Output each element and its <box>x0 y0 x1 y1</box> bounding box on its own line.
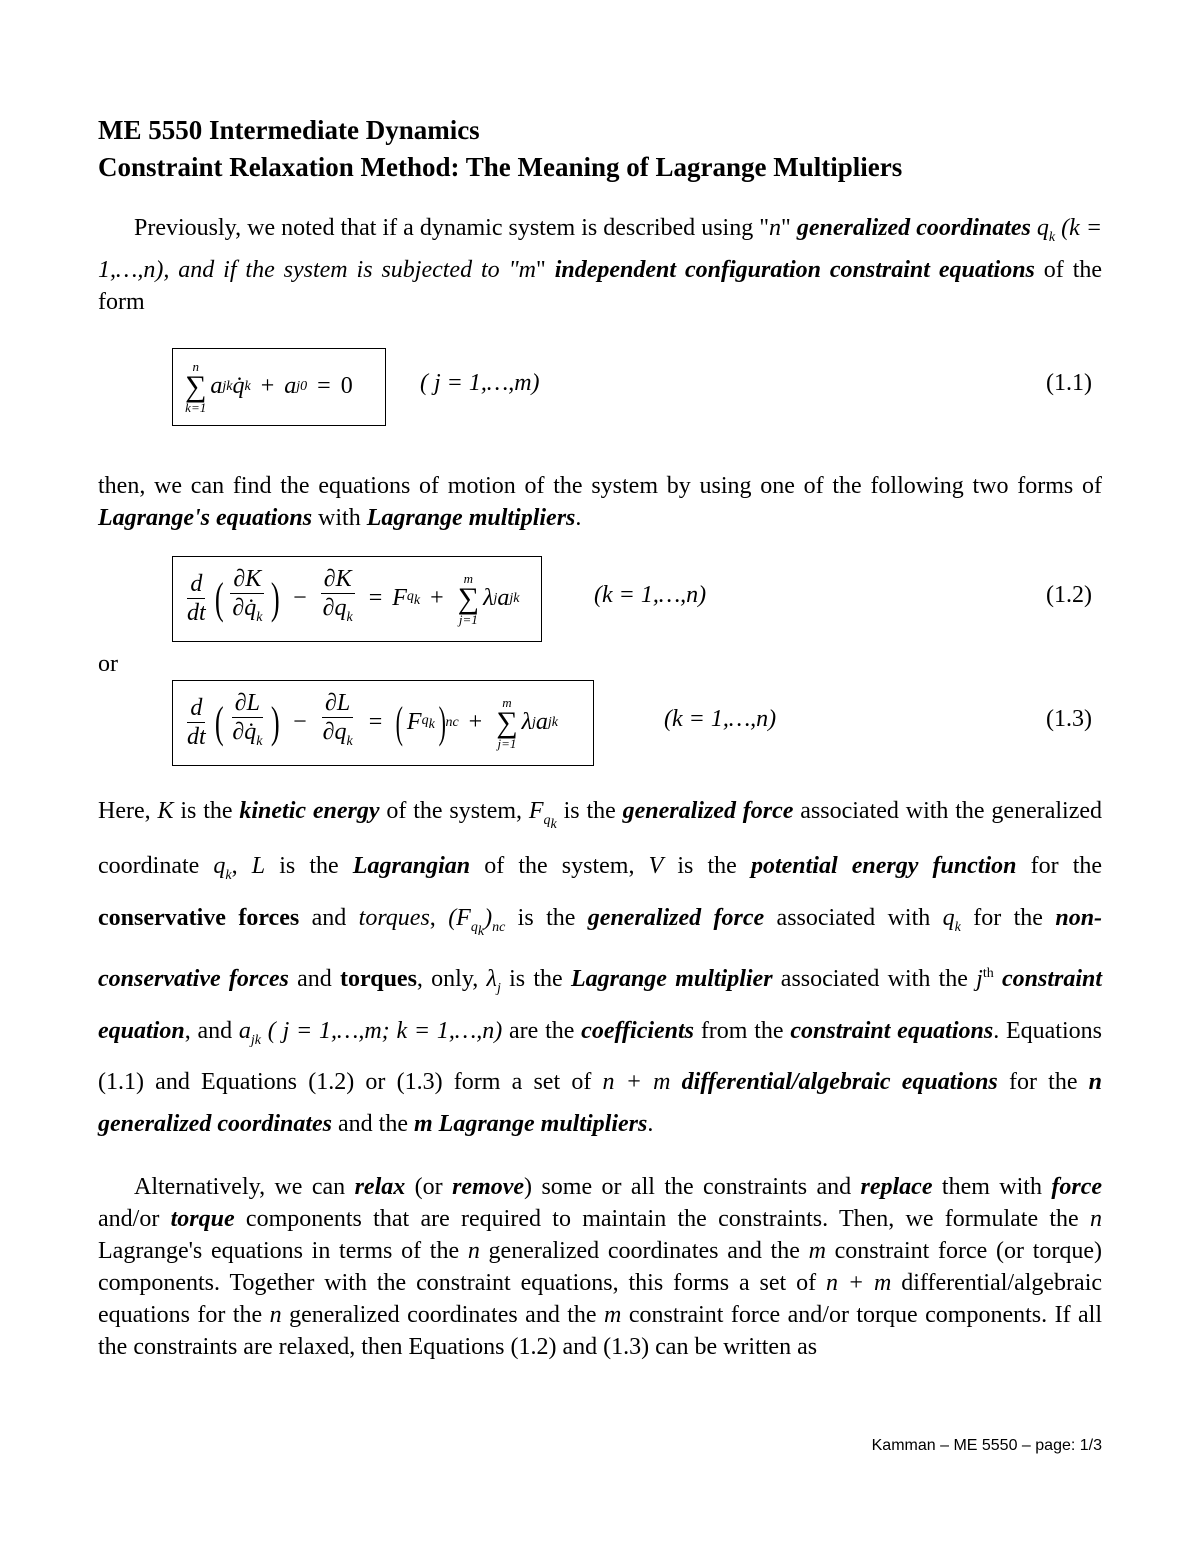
paragraph-definitions: Here, K is the kinetic energy of the system, $F_{q_k}$ is the generalized force associated with the generalized coordinate $q_k$, L is the Lagrangian of the system, V is the potential energy function for the conservative forces and torques, $(F_{q_k})_{nc}$ is the generalized force associated with $q_k$ for the non-conservative forces and torques, only, $\lambda_j$ is the Lagrange multiplier associated with the $j^{th}$ constraint equation, and $a_{jk}$ ( j = 1,…,m; k = 1,…,n) are the coefficients from the constraint equations. Equations (1.1) and Equations (1.2) or (1.3) form a set of n + m differential/algebraic equations for the n generalized coordinates and the m Lagrange multipliers. <box>98 797 1103 1138</box>
paragraph-intro: Previously, we noted that if a dynamic system is described using "n" generalized coordinates $q_k$ (k = 1,…,n), and if the system is subjected to "m" independent configuration constraint equations of the form <box>98 215 1103 315</box>
paragraph-relaxation: Alternatively, we can relax (or remove) some or all the constraints and replace them with force and/or torque components that are required to maintain the constraints. Then, we formulate the n Lagrange's equations in terms of the n generalized coordinates and the m constraint force (or torque) components. Together with the constraint equations, this forms a set of n + m differential/algebraic equations for the n generalized coordinates and the m constraint force and/or torque components. If all the constraints are relaxed, then Equations (1.2) and (1.3) can be written as <box>98 1174 1103 1361</box>
equation-1-1 <box>98 348 1102 428</box>
equation-1-2-box: $\frac{d}{dt}$ ( $\frac{\partial K}{\partial q̇_k}$ ) − $\frac{\partial K}{\partial q_k}$ = F $q_k$ + m ∑ j=1 λ j a jk <box>172 556 542 642</box>
equation-1-1-box: n ∑ k=1 a jk q̇ k + a j0 = 0 <box>172 348 386 426</box>
equation-1-3 <box>98 680 1102 770</box>
equation-1-1-number: (1.1) <box>1046 369 1092 396</box>
course-title: ME 5550 Intermediate Dynamics <box>98 115 480 145</box>
equation-1-2 <box>98 556 1102 646</box>
paragraph-lagrange-forms: then, we can find the equations of motion of the system by using one of the following two forms of Lagrange's equations with Lagrange multipliers. <box>98 472 1102 531</box>
equation-1-2-number: (1.2) <box>1046 581 1092 608</box>
equation-1-3-range: (k = 1,…,n) <box>664 705 777 732</box>
equation-1-3-box: $\frac{d}{dt}$ ( $\frac{\partial L}{\partial q̇_k}$ ) − $\frac{\partial L}{\partial q_k}$ = ( F $q_k$ ) nc + m ∑ j=1 λ j a jk <box>172 680 594 766</box>
document-title: Constraint Relaxation Method: The Meaning of Lagrange Multipliers <box>98 152 903 182</box>
equation-1-1-range: ( j = 1,…,m) <box>420 369 540 396</box>
equation-1-2-range: (k = 1,…,n) <box>594 581 707 608</box>
equation-1-3-number: (1.3) <box>1046 705 1092 732</box>
or-label: or <box>98 650 118 677</box>
page-body <box>98 112 1102 1363</box>
page-footer: Kamman – ME 5550 – page: 1/3 <box>871 1437 1102 1454</box>
